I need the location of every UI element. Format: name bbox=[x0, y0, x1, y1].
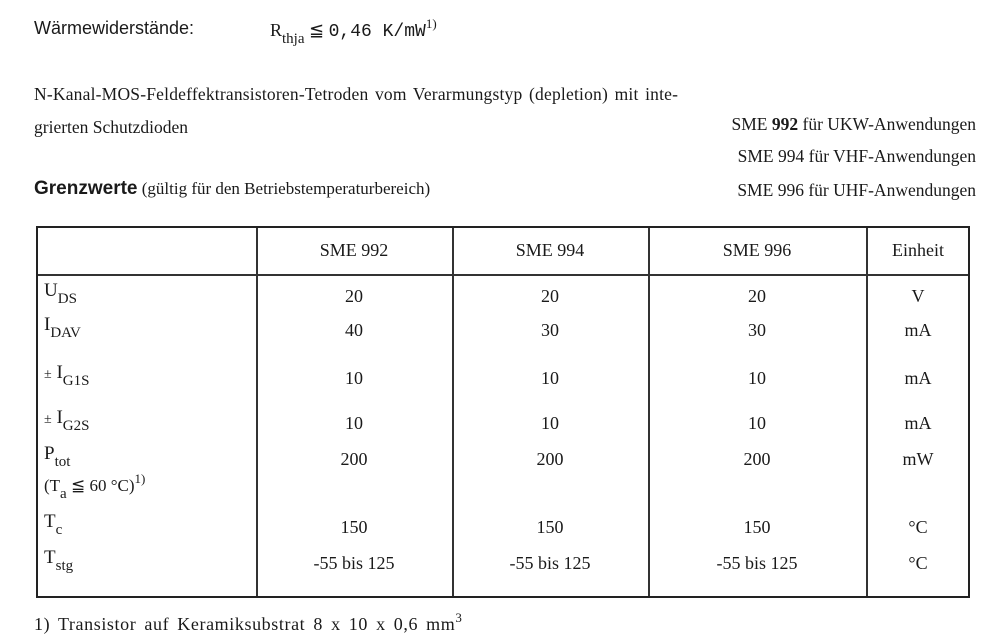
variant-use: für VHF-Anwendungen bbox=[808, 146, 976, 166]
cell-value: 30 bbox=[541, 320, 559, 340]
cell-unit: °C bbox=[908, 553, 928, 573]
variant-type: SME bbox=[731, 114, 768, 134]
cell-value: 200 bbox=[340, 449, 368, 469]
cell-unit: mA bbox=[904, 368, 932, 388]
cell-value: 20 bbox=[541, 286, 559, 306]
parameter-label bbox=[44, 547, 73, 575]
plus-minus: ± bbox=[44, 412, 52, 427]
thermal-label: Wärmewiderstände: bbox=[34, 18, 195, 38]
description-line1: N-Kanal-MOS-Feldeffektransistoren-Tetroden vom Verarmungstyp (depletion) mit inte- bbox=[34, 84, 679, 104]
parameter-symbol: T bbox=[44, 511, 56, 532]
cell-value: 10 bbox=[345, 368, 363, 388]
variant-992 bbox=[732, 114, 976, 135]
thermal-symbol: R bbox=[270, 20, 283, 40]
cell-value: 40 bbox=[345, 320, 363, 340]
cell-unit: V bbox=[911, 286, 925, 306]
cell-value: 10 bbox=[748, 368, 766, 388]
cell-value: 10 bbox=[345, 413, 363, 433]
thermal-resistance bbox=[34, 18, 194, 39]
header-sme-992: SME 992 bbox=[319, 240, 389, 260]
cell-unit: °C bbox=[908, 517, 928, 537]
column-divider bbox=[866, 228, 868, 596]
cell-unit: mW bbox=[902, 449, 934, 469]
parameter-sub: G2S bbox=[62, 418, 90, 434]
footnote-text: 1) Transistor auf Keramiksubstrat 8 x 10 x 0,6 mm bbox=[34, 614, 456, 634]
section-subtitle: (gültig für den Betriebstemperaturbereich) bbox=[141, 179, 431, 198]
cell-value: 20 bbox=[748, 286, 766, 306]
parameter-sub: tot bbox=[54, 454, 71, 470]
thermal-symbol-sub: thja bbox=[282, 31, 305, 47]
parameter-sub: DS bbox=[57, 291, 77, 307]
cell-value: 200 bbox=[536, 449, 564, 469]
header-unit: Einheit bbox=[892, 240, 944, 260]
variant-type: SME bbox=[737, 146, 774, 166]
variant-use: für UKW-Anwendungen bbox=[802, 114, 976, 134]
condition-ref: 1) bbox=[134, 471, 146, 486]
column-divider bbox=[648, 228, 650, 596]
thermal-value: 0,46 K/mW bbox=[328, 22, 426, 42]
variant-number: 994 bbox=[778, 146, 805, 166]
footnote bbox=[34, 610, 462, 635]
cell-value: 200 bbox=[743, 449, 771, 469]
parameter-sub: stg bbox=[55, 558, 74, 574]
cell-value: 20 bbox=[345, 286, 363, 306]
parameter-label bbox=[44, 443, 70, 471]
parameter-label bbox=[44, 280, 77, 308]
column-divider bbox=[256, 228, 258, 596]
header-sme-994: SME 994 bbox=[515, 240, 585, 260]
plus-minus: ± bbox=[44, 367, 52, 382]
condition-text: (T bbox=[44, 476, 61, 495]
cell-unit: mA bbox=[904, 413, 932, 433]
parameter-symbol: T bbox=[44, 547, 56, 568]
limits-table bbox=[36, 226, 970, 598]
cell-unit: mA bbox=[904, 320, 932, 340]
header-sme-996: SME 996 bbox=[722, 240, 792, 260]
section-heading bbox=[34, 178, 430, 200]
variant-996 bbox=[737, 180, 976, 201]
description-line2: grierten Schutzdioden bbox=[34, 117, 189, 137]
condition-sub: a bbox=[60, 486, 67, 502]
cell-value: -55 bis 125 bbox=[509, 553, 591, 573]
parameter-label bbox=[44, 314, 81, 342]
thermal-formula bbox=[270, 16, 437, 48]
parameter-symbol: U bbox=[44, 280, 58, 301]
cell-value: 10 bbox=[541, 368, 559, 388]
parameter-sub: c bbox=[55, 522, 63, 538]
parameter-label bbox=[44, 511, 62, 539]
parameter-symbol: P bbox=[44, 443, 55, 464]
variant-type: SME bbox=[737, 180, 774, 200]
parameter-symbol: I bbox=[44, 314, 51, 335]
parameter-label bbox=[44, 407, 89, 435]
cell-value: 150 bbox=[536, 517, 564, 537]
thermal-relation: ≦ bbox=[309, 20, 325, 40]
parameter-symbol: I bbox=[56, 362, 63, 383]
cell-value: 150 bbox=[743, 517, 771, 537]
parameter-sub: DAV bbox=[50, 325, 81, 341]
cell-value: 30 bbox=[748, 320, 766, 340]
column-divider bbox=[452, 228, 454, 596]
cell-value: -55 bis 125 bbox=[313, 553, 395, 573]
cell-value: 10 bbox=[748, 413, 766, 433]
footnote-sup: 3 bbox=[455, 610, 463, 625]
variant-number: 992 bbox=[771, 114, 799, 134]
thermal-footnote-ref: 1) bbox=[425, 16, 437, 31]
cell-value: 150 bbox=[340, 517, 368, 537]
parameter-label bbox=[44, 362, 89, 390]
header-divider bbox=[38, 274, 968, 276]
variant-number: 996 bbox=[777, 180, 804, 200]
variant-use: für UHF-Anwendungen bbox=[808, 180, 976, 200]
parameter-condition bbox=[44, 471, 145, 503]
cell-value: 10 bbox=[541, 413, 559, 433]
parameter-symbol: I bbox=[56, 407, 63, 428]
parameter-sub: G1S bbox=[62, 373, 90, 389]
condition-rest: ≦ 60 °C) bbox=[66, 476, 135, 495]
cell-value: -55 bis 125 bbox=[716, 553, 798, 573]
section-title: Grenzwerte bbox=[34, 178, 138, 199]
variant-994 bbox=[738, 146, 976, 167]
